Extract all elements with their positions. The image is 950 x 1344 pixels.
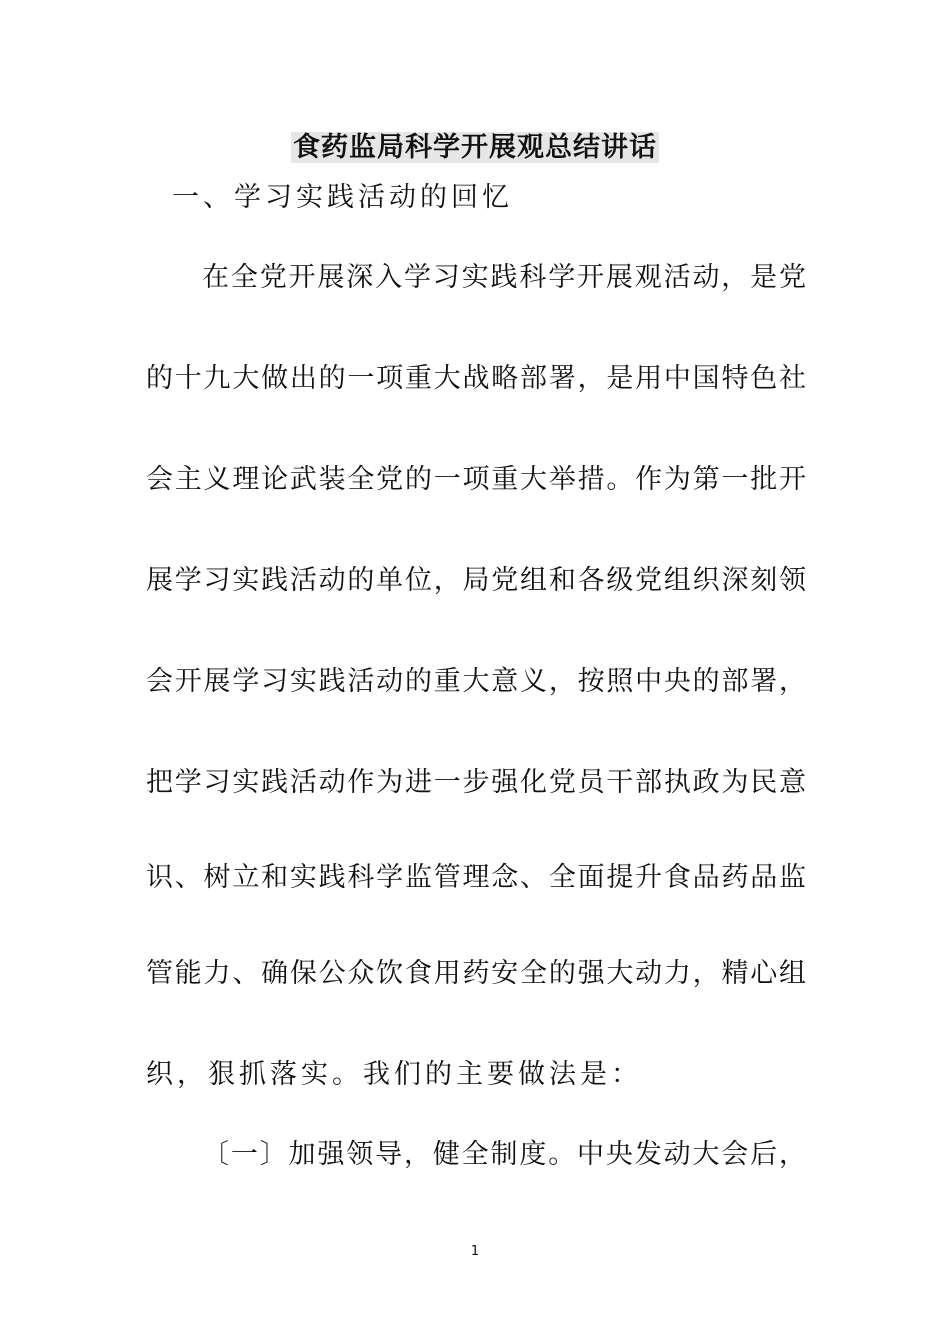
page-number: 1 — [470, 1244, 480, 1259]
paragraph-line: 管能力、确保公众饮食用药安全的强大动力，精心组 — [146, 958, 806, 989]
subsection-line: 〔一〕加强领导，健全制度。中央发动大会后， — [202, 1139, 806, 1170]
document-title-text: 食药监局科学开展观总结讲话 — [293, 132, 657, 163]
paragraph-line: 的十九大做出的一项重大战略部署，是用中国特色社 — [146, 363, 806, 394]
paragraph-line: 织，狠抓落实。我们的主要做法是： — [146, 1059, 642, 1090]
document-title — [0, 128, 950, 168]
section-heading: 一、学习实践活动的回忆 — [172, 182, 513, 213]
paragraph-line: 把学习实践活动作为进一步强化党员干部执政为民意 — [146, 767, 806, 798]
paragraph-line: 展学习实践活动的单位，局党组和各级党组织深刻领 — [146, 565, 806, 596]
paragraph-line: 在全党开展深入学习实践科学开展观活动，是党 — [202, 262, 806, 293]
paragraph-line: 识、树立和实践科学监管理念、全面提升食品药品监 — [146, 862, 806, 893]
paragraph-line: 会主义理论武装全党的一项重大举措。作为第一批开 — [146, 464, 806, 495]
paragraph-line: 会开展学习实践活动的重大意义，按照中央的部署， — [146, 666, 806, 697]
